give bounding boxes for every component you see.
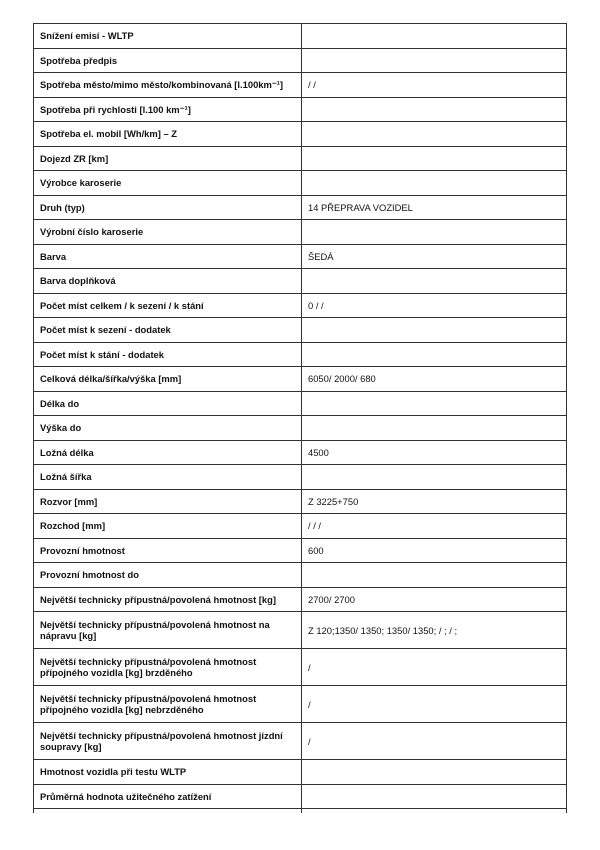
row-value: ŠEDÁ (302, 244, 567, 269)
row-value (302, 24, 567, 49)
table-row (34, 686, 567, 723)
row-value: / (302, 723, 567, 760)
table-row (34, 73, 567, 98)
row-label: Ložná šířka (34, 465, 302, 490)
row-value: / (302, 649, 567, 686)
table-row (34, 146, 567, 171)
row-label: Barva (34, 244, 302, 269)
row-label: Spotřeba předpis (34, 48, 302, 73)
row-value (302, 146, 567, 171)
row-label: Počet míst k stání - dodatek (34, 342, 302, 367)
table-row (34, 171, 567, 196)
row-value (302, 563, 567, 588)
row-label: Spotřeba město/mimo město/kombinovaná [l.100km⁻¹] (34, 73, 302, 98)
row-label: Spotřeba při rychlosti [l.100 km⁻¹] (34, 97, 302, 122)
row-label: Délka do (34, 391, 302, 416)
row-value (302, 269, 567, 294)
row-value (302, 122, 567, 147)
row-value: / / / (302, 514, 567, 539)
table-row (34, 318, 567, 343)
row-value (302, 171, 567, 196)
table-row (34, 587, 567, 612)
row-value (302, 342, 567, 367)
row-value (302, 784, 567, 809)
table-row (34, 97, 567, 122)
row-value (302, 416, 567, 441)
row-label: Spotřeba el. mobil [Wh/km] – Z (34, 122, 302, 147)
row-label: Největší technicky přípustná/povolená hmotnost jízdní soupravy [kg] (34, 723, 302, 760)
table-row (34, 440, 567, 465)
row-label: Výrobce karoserie (34, 171, 302, 196)
row-label: Provozní hmotnost (34, 538, 302, 563)
row-label: Hmotnost vozidla při testu WLTP (34, 760, 302, 785)
row-value: / / (302, 73, 567, 98)
row-value (302, 318, 567, 343)
row-label: Největší technicky přípustná/povolená hmotnost přípojného vozidla [kg] nebrzděného (34, 686, 302, 723)
row-label: Dojezd ZR [km] (34, 146, 302, 171)
row-value (302, 760, 567, 785)
table-row (34, 367, 567, 392)
row-label: Největší technicky přípustná/povolená hmotnost [kg] (34, 587, 302, 612)
row-label: Největší technicky přípustná/povolená hmotnost přípojného vozidla [kg] brzděného (34, 649, 302, 686)
table-row (34, 293, 567, 318)
row-label: Rozchod [mm] (34, 514, 302, 539)
row-value: 600 (302, 538, 567, 563)
row-value (302, 48, 567, 73)
table-row (34, 24, 567, 49)
table-row (34, 563, 567, 588)
row-value: / (302, 686, 567, 723)
row-label: Provozní hmotnost do (34, 563, 302, 588)
row-value (302, 220, 567, 245)
table-row (34, 649, 567, 686)
row-label: Výrobní číslo karoserie (34, 220, 302, 245)
row-label: Barva doplňková (34, 269, 302, 294)
row-label: Celková délka/šířka/výška [mm] (34, 367, 302, 392)
row-value: Z 120;1350/ 1350; 1350/ 1350; / ; / ; (302, 612, 567, 649)
table-row (34, 195, 567, 220)
table-row (34, 465, 567, 490)
row-label: Ložná délka (34, 440, 302, 465)
row-label: Snížení emisí - WLTP (34, 24, 302, 49)
row-label: Výška do (34, 416, 302, 441)
table-row (34, 538, 567, 563)
row-value: 0 / / (302, 293, 567, 318)
row-value (302, 391, 567, 416)
row-value (302, 465, 567, 490)
row-label: Největší technicky přípustná/povolená hmotnost na nápravu [kg] (34, 612, 302, 649)
table-row (34, 244, 567, 269)
table-row (34, 612, 567, 649)
table-row-cutoff (34, 809, 567, 814)
table-row (34, 784, 567, 809)
table-row (34, 269, 567, 294)
row-value: 4500 (302, 440, 567, 465)
table-row (34, 489, 567, 514)
row-value: Z 3225+750 (302, 489, 567, 514)
table-row (34, 122, 567, 147)
row-label: Rozvor [mm] (34, 489, 302, 514)
table-row (34, 342, 567, 367)
table-row (34, 416, 567, 441)
row-label: Druh (typ) (34, 195, 302, 220)
table-row (34, 760, 567, 785)
table-body (34, 24, 567, 814)
row-label: Počet míst celkem / k sezení / k stání (34, 293, 302, 318)
table-row (34, 514, 567, 539)
table-row (34, 391, 567, 416)
table-row (34, 723, 567, 760)
row-value: 2700/ 2700 (302, 587, 567, 612)
row-label: Počet míst k sezení - dodatek (34, 318, 302, 343)
row-value (302, 97, 567, 122)
vehicle-data-sheet (33, 23, 567, 813)
row-value: 14 PŘEPRAVA VOZIDEL (302, 195, 567, 220)
table-row (34, 48, 567, 73)
table-row (34, 220, 567, 245)
row-label: Průměrná hodnota užitečného zatížení (34, 784, 302, 809)
vehicle-data-table (33, 23, 567, 813)
row-value: 6050/ 2000/ 680 (302, 367, 567, 392)
